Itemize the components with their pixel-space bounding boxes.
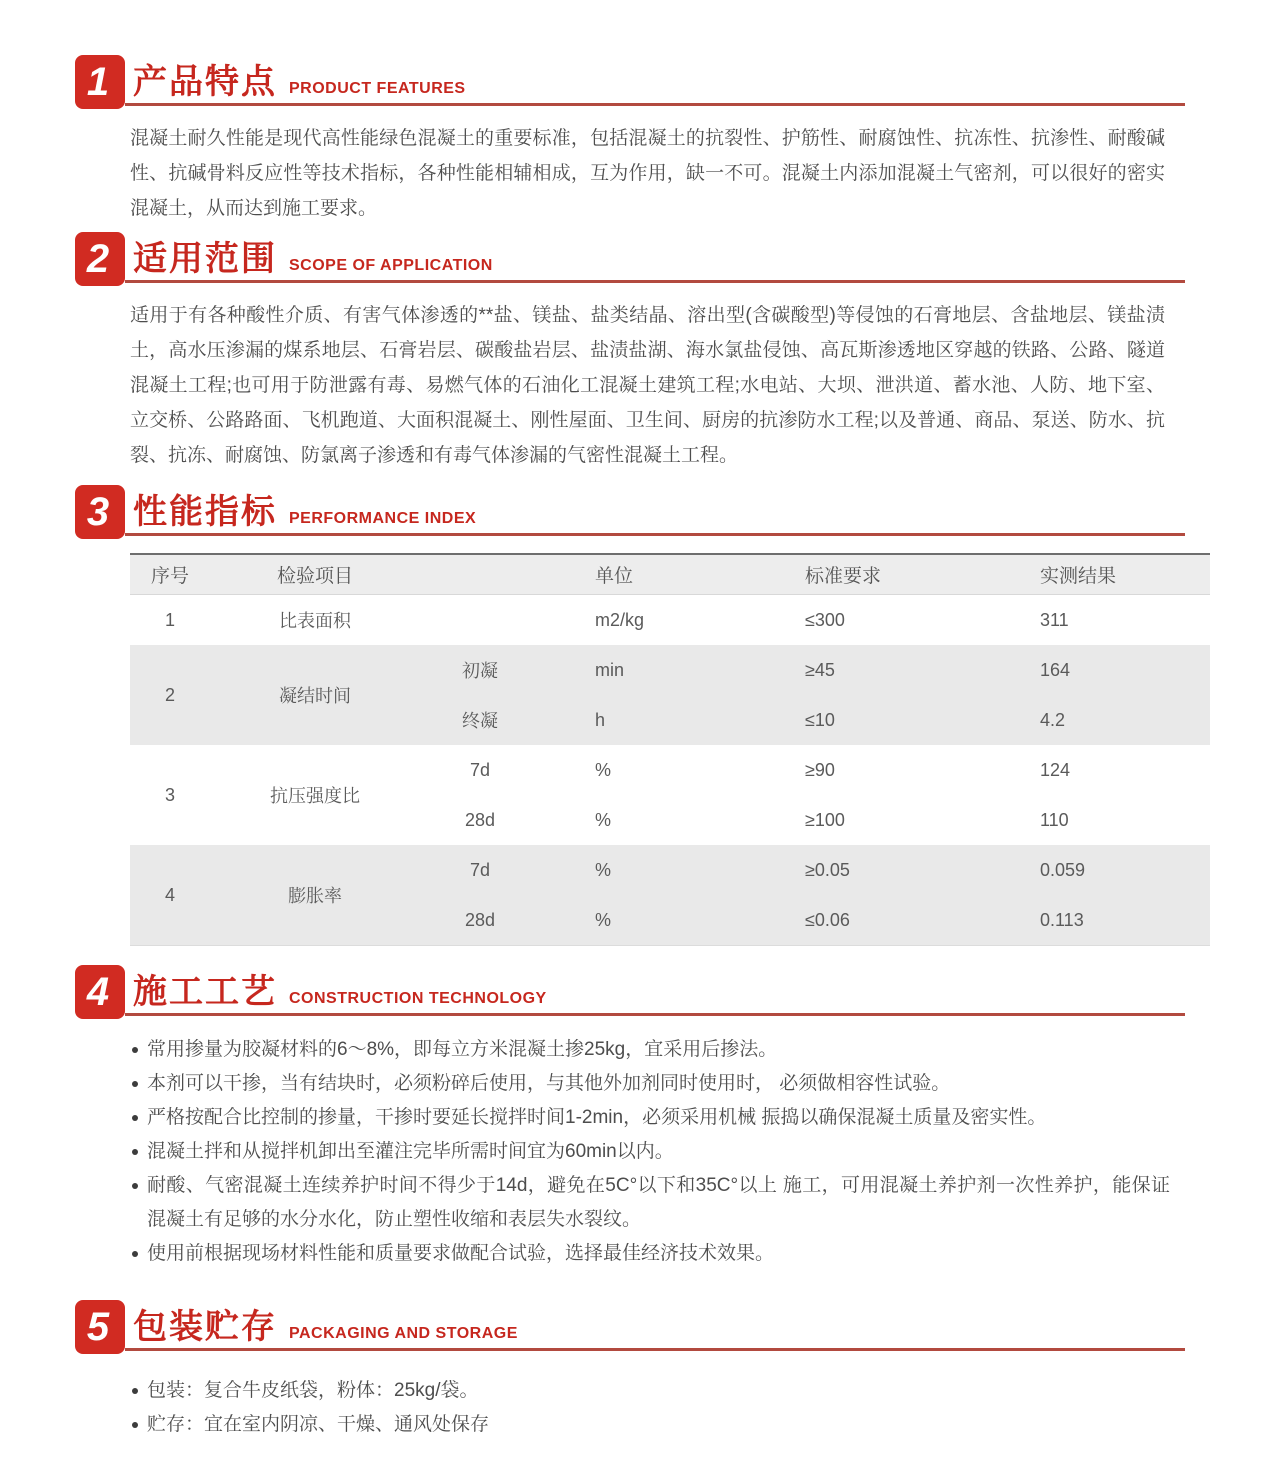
construction-steps-list	[130, 1033, 1170, 1271]
table-row	[420, 895, 1210, 945]
table-group	[130, 595, 1210, 645]
measured-result-cell: 124	[1040, 759, 1071, 780]
section-header	[75, 232, 1210, 286]
section-title-en: PRODUCT FEATURES	[289, 80, 466, 97]
unit-cell: %	[595, 859, 612, 880]
table-row	[420, 595, 1210, 645]
bullet-item: 耐酸、气密混凝土连续养护时间不得少于14d，避免在5C°以下和35C°以上 施工，可用混凝土养护剂一次性养护，能保证混凝土有足够的水分水化，防止塑性收缩和表层失水裂纹。	[130, 1169, 1170, 1237]
section-construction-technology	[75, 965, 1210, 1271]
section-title-row	[133, 231, 493, 280]
performance-table	[130, 553, 1210, 946]
sub-item-cell: 初凝	[462, 661, 498, 681]
section-title-zh: 包装贮存	[133, 1308, 277, 1346]
row-number-cell: 1	[164, 609, 175, 630]
standard-requirement-cell: ≥90	[805, 759, 835, 780]
section-underline	[125, 1348, 1185, 1351]
test-item-cell: 凝结时间	[279, 686, 351, 706]
sub-item-cell: 28d	[464, 909, 496, 930]
measured-result-cell: 0.113	[1040, 909, 1084, 930]
section-scope-of-application	[75, 232, 1210, 473]
section-title-en: PACKAGING AND STORAGE	[289, 1325, 518, 1342]
sub-rows	[420, 645, 1210, 745]
sub-item-cell: 7d	[469, 859, 491, 880]
section-packaging-and-storage	[75, 1300, 1210, 1442]
table-group	[130, 645, 1210, 745]
table-row	[420, 845, 1210, 895]
section-title-en: SCOPE OF APPLICATION	[289, 257, 493, 274]
section-title-zh: 性能指标	[133, 493, 277, 531]
test-item-cell: 比表面积	[279, 611, 351, 631]
test-item-cell: 抗压强度比	[270, 786, 360, 806]
section-number-badge: 2	[75, 232, 125, 286]
section-title-zh: 产品特点	[133, 63, 277, 101]
table-header-cell: 检验项目	[276, 566, 353, 587]
table-row	[420, 795, 1210, 845]
section-performance-index	[75, 485, 1210, 946]
unit-cell: %	[595, 809, 612, 830]
packaging-list	[130, 1374, 1170, 1442]
section-title-en: CONSTRUCTION TECHNOLOGY	[289, 990, 547, 1007]
section-title-en: PERFORMANCE INDEX	[289, 510, 477, 527]
section-body-text: 适用于有各种酸性介质、有害气体渗透的**盐、镁盐、盐类结晶、溶出型(含碳酸型)等侵蚀的石膏地层、含盐地层、镁盐渍土，高水压渗漏的煤系地层、石膏岩层、碳酸盐岩层、盐渍盐湖、海水氯盐侵蚀、高瓦斯渗透地区穿越的铁路、公路、隧道混凝土工程;也可用于防泄露有毒、易燃气体的石油化工混凝土建筑工程;水电站、大坝、泄洪道、蓄水池、人防、地下室、立交桥、公路路面、飞机跑道、大面积混凝土、刚性屋面、卫生间、厨房的抗渗防水工程;以及普通、商品、泵送、防水、抗裂、抗冻、耐腐蚀、防氯离子渗透和有毒气体渗漏的气密性混凝土工程。	[130, 305, 1165, 466]
section-number-badge: 5	[75, 1300, 125, 1354]
section-title-zh: 施工工艺	[133, 973, 277, 1011]
section-body-text: 混凝土耐久性能是现代高性能绿色混凝土的重要标准，包括混凝土的抗裂性、护筋性、耐腐蚀性、抗冻性、抗渗性、耐酸碱性、抗碱骨料反应性等技术指标，各种性能相辅相成，互为作用，缺一不可。混凝土内添加混凝土气密剂，可以很好的密实混凝土，从而达到施工要求。	[130, 128, 1165, 219]
table-header-row	[130, 555, 1210, 595]
table-header-cell: 标准要求	[805, 566, 882, 587]
standard-requirement-cell: ≤300	[805, 609, 845, 630]
standard-requirement-cell: ≥45	[805, 659, 835, 680]
bullet-item: 严格按配合比控制的掺量，干掺时要延长搅拌时间1-2min，必须采用机械 振捣以确保混凝土质量及密实性。	[130, 1101, 1170, 1135]
section-title-zh: 适用范围	[133, 240, 277, 278]
unit-cell: %	[595, 759, 612, 780]
section-header	[75, 1300, 1210, 1354]
bullet-item: 贮存：宜在室内阴凉、干燥、通风处保存	[130, 1408, 1170, 1442]
bullet-item: 包装：复合牛皮纸袋，粉体：25kg/袋。	[130, 1374, 1170, 1408]
unit-cell: min	[595, 659, 625, 680]
sub-item-cell: 28d	[464, 809, 496, 830]
section-title-row	[133, 1299, 518, 1348]
section-underline	[125, 1013, 1185, 1016]
standard-requirement-cell: ≥100	[805, 809, 845, 830]
row-number-cell: 4	[164, 884, 175, 905]
table-header-cell: 序号	[150, 566, 189, 587]
section-header	[75, 485, 1210, 539]
table-group	[130, 845, 1210, 945]
row-number-cell: 2	[164, 684, 175, 705]
bullet-item: 常用掺量为胶凝材料的6～8%，即每立方米混凝土掺25kg，宜采用后掺法。	[130, 1033, 1170, 1067]
unit-cell: m2/kg	[595, 609, 645, 630]
sub-rows	[420, 595, 1210, 645]
table-group	[130, 745, 1210, 845]
table-header-cell: 实测结果	[1040, 566, 1117, 587]
section-underline	[125, 280, 1185, 283]
measured-result-cell: 164	[1040, 659, 1071, 680]
sub-rows	[420, 745, 1210, 845]
measured-result-cell: 110	[1040, 809, 1069, 830]
table-row	[420, 745, 1210, 795]
section-header	[75, 965, 1210, 1019]
measured-result-cell: 4.2	[1040, 709, 1066, 730]
measured-result-cell: 311	[1040, 609, 1069, 630]
section-product-features	[75, 55, 1210, 226]
unit-cell: %	[595, 909, 612, 930]
sub-item-cell: 终凝	[462, 711, 498, 731]
unit-cell: h	[595, 709, 606, 730]
section-title-row	[133, 484, 476, 533]
row-number-cell: 3	[164, 784, 175, 805]
section-number-badge: 4	[75, 965, 125, 1019]
standard-requirement-cell: ≤0.06	[805, 909, 850, 930]
measured-result-cell: 0.059	[1040, 859, 1086, 880]
section-number-badge: 3	[75, 485, 125, 539]
section-title-row	[133, 964, 547, 1013]
section-underline	[125, 103, 1185, 106]
bullet-item: 混凝土拌和从搅拌机卸出至灌注完毕所需时间宜为60min以内。	[130, 1135, 1170, 1169]
standard-requirement-cell: ≥0.05	[805, 859, 850, 880]
section-title-row	[133, 54, 466, 103]
section-number-badge: 1	[75, 55, 125, 109]
section-header	[75, 55, 1210, 109]
table-header-cell: 单位	[595, 566, 634, 587]
section-underline	[125, 533, 1185, 536]
sub-rows	[420, 845, 1210, 945]
table-row	[420, 645, 1210, 695]
table-body	[130, 595, 1210, 945]
standard-requirement-cell: ≤10	[805, 709, 835, 730]
sub-item-cell: 7d	[469, 759, 491, 780]
test-item-cell: 膨胀率	[288, 886, 342, 906]
bullet-item: 使用前根据现场材料性能和质量要求做配合试验，选择最佳经济技术效果。	[130, 1237, 1170, 1271]
bullet-item: 本剂可以干掺，当有结块时，必须粉碎后使用，与其他外加剂同时使用时， 必须做相容性试验。	[130, 1067, 1170, 1101]
table-row	[420, 695, 1210, 745]
